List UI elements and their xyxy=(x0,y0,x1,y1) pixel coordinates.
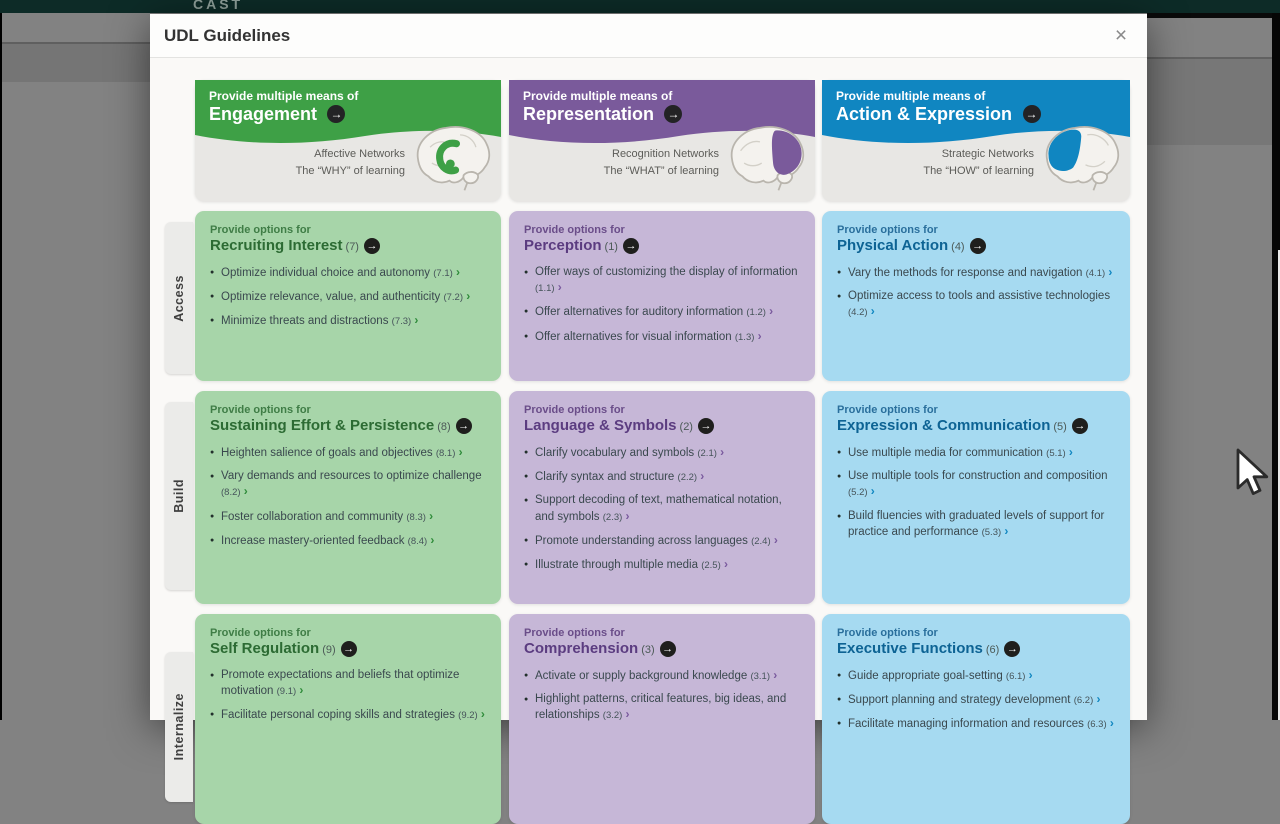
card-title[interactable]: Recruiting Interest xyxy=(210,237,343,254)
guideline-item[interactable]: ● Promote understanding across languages (2.4) › xyxy=(524,533,800,549)
guideline-number: (8) xyxy=(437,421,451,433)
chevron-right-icon: › xyxy=(1028,668,1033,682)
affective-brain-icon xyxy=(409,120,497,192)
backdrop-band-right xyxy=(1147,59,1280,145)
row-tab-internalize[interactable]: Internalize xyxy=(165,652,193,802)
bullet-icon: ● xyxy=(837,293,842,301)
representation-network-label: Recognition Networks The “WHAT” of learning xyxy=(603,148,719,178)
arrow-circle-icon[interactable]: → xyxy=(327,105,345,123)
card-recruiting-interest xyxy=(195,211,501,381)
guideline-number: (7) xyxy=(345,241,359,253)
guideline-item[interactable]: ● Optimize relevance, value, and authenticity (7.2) › xyxy=(210,289,486,305)
arrow-circle-icon[interactable]: → xyxy=(698,418,714,434)
chevron-right-icon: › xyxy=(1108,265,1113,279)
card-title[interactable]: Executive Functions xyxy=(837,640,983,657)
guideline-number: (4) xyxy=(951,241,965,253)
guideline-item[interactable]: ● Offer ways of customizing the display of information (1.1) › xyxy=(524,265,800,296)
strategic-brain-icon xyxy=(1038,120,1126,192)
chevron-right-icon: › xyxy=(870,484,875,499)
guideline-item[interactable]: ● Vary the methods for response and navigation (4.1) › xyxy=(837,265,1115,281)
chevron-right-icon: › xyxy=(1004,523,1009,538)
chevron-right-icon: › xyxy=(757,328,762,343)
guideline-item[interactable]: ● Illustrate through multiple media (2.5) › xyxy=(524,557,800,573)
bullet-icon: ● xyxy=(210,317,215,325)
card-sustaining-effort xyxy=(195,391,501,604)
bullet-icon: ● xyxy=(837,512,842,520)
card-kicker: Provide options for xyxy=(524,404,625,416)
chevron-right-icon: › xyxy=(723,556,728,571)
guideline-item[interactable]: ● Facilitate personal coping skills and strategies (9.2) › xyxy=(210,707,486,723)
guideline-number: (3) xyxy=(641,644,655,656)
bullet-icon: ● xyxy=(524,536,529,544)
card-title[interactable]: Perception xyxy=(524,237,602,254)
bullet-icon: ● xyxy=(210,536,215,544)
engagement-kicker: Provide multiple means of xyxy=(209,89,359,103)
arrow-circle-icon[interactable]: → xyxy=(364,238,380,254)
guideline-item[interactable]: ● Clarify vocabulary and symbols (2.1) › xyxy=(524,445,800,461)
guideline-item[interactable]: ● Heighten salience of goals and objectives (8.1) › xyxy=(210,445,486,461)
arrow-circle-icon[interactable]: → xyxy=(1004,641,1020,657)
chevron-right-icon: › xyxy=(466,289,471,304)
representation-kicker: Provide multiple means of xyxy=(523,89,673,103)
bullet-icon: ● xyxy=(524,497,529,505)
bullet-icon: ● xyxy=(210,711,215,719)
bullet-icon: ● xyxy=(837,720,842,728)
card-expression-communication xyxy=(822,391,1130,604)
arrow-circle-icon[interactable]: → xyxy=(456,418,472,434)
guideline-number: (1) xyxy=(604,241,618,253)
guideline-item[interactable]: ● Activate or supply background knowledge (3.1) › xyxy=(524,668,800,684)
close-icon[interactable]: × xyxy=(1114,24,1128,47)
guideline-item[interactable]: ● Promote expectations and beliefs that optimize motivation (9.1) › xyxy=(210,668,486,699)
guideline-item[interactable]: ● Build fluencies with graduated levels of support for practice and performance (5.3) › xyxy=(837,509,1115,540)
bullet-icon: ● xyxy=(524,308,529,316)
chevron-right-icon: › xyxy=(773,668,778,682)
chevron-right-icon: › xyxy=(429,508,434,523)
action-expression-header-card[interactable] xyxy=(822,80,1130,201)
arrow-circle-icon[interactable]: → xyxy=(664,105,682,123)
card-kicker: Provide options for xyxy=(524,627,625,639)
bullet-icon: ● xyxy=(210,473,215,481)
guideline-number: (2) xyxy=(679,421,693,433)
arrow-circle-icon[interactable]: → xyxy=(660,641,676,657)
arrow-circle-icon[interactable]: → xyxy=(623,238,639,254)
chevron-right-icon: › xyxy=(720,445,725,459)
guideline-item[interactable]: ● Clarify syntax and structure (2.2) › xyxy=(524,469,800,485)
chevron-right-icon: › xyxy=(480,707,485,722)
card-kicker: Provide options for xyxy=(837,224,938,236)
bullet-icon: ● xyxy=(837,473,842,481)
bullet-icon: ● xyxy=(524,560,529,568)
chevron-right-icon: › xyxy=(557,280,562,295)
page-header-bar xyxy=(0,0,1280,13)
card-physical-action xyxy=(822,211,1130,381)
chevron-right-icon: › xyxy=(299,683,304,698)
chevron-right-icon: › xyxy=(773,532,778,547)
guideline-item[interactable]: ● Facilitate managing information and resources (6.3) › xyxy=(837,716,1115,732)
chevron-right-icon: › xyxy=(870,304,875,319)
guideline-item[interactable]: ● Highlight patterns, critical features, big ideas, and relationships (3.2) › xyxy=(524,692,800,723)
guideline-number: (9) xyxy=(322,644,336,656)
engagement-title: Engagement xyxy=(209,104,318,124)
guideline-item[interactable]: ● Offer alternatives for visual information (1.3) › xyxy=(524,329,800,345)
bullet-icon: ● xyxy=(524,332,529,340)
action-expression-title: Action & Expression xyxy=(836,104,1013,124)
chevron-right-icon: › xyxy=(625,508,630,523)
card-self-regulation xyxy=(195,614,501,824)
modal-header xyxy=(150,14,1147,58)
guideline-number: (6) xyxy=(985,644,1000,656)
representation-title: Representation xyxy=(523,104,655,124)
guideline-item[interactable]: ● Foster collaboration and community (8.3) › xyxy=(210,509,486,525)
mouse-cursor xyxy=(1236,450,1276,498)
bullet-icon: ● xyxy=(210,269,215,276)
guideline-item[interactable]: ● Support planning and strategy development (6.2) › xyxy=(837,692,1115,708)
bullet-icon: ● xyxy=(210,449,215,456)
chevron-right-icon: › xyxy=(625,707,630,722)
guideline-item[interactable]: ● Guide appropriate goal-setting (6.1) › xyxy=(837,668,1115,684)
guideline-number: (5) xyxy=(1053,421,1067,433)
cast-logo: CAST xyxy=(193,0,244,12)
card-comprehension xyxy=(509,614,815,824)
representation-header-card[interactable] xyxy=(509,80,815,201)
bullet-icon: ● xyxy=(524,696,529,704)
modal-title: UDL Guidelines xyxy=(164,26,291,45)
chevron-right-icon: › xyxy=(414,313,419,328)
bullet-icon: ● xyxy=(837,449,842,456)
card-language-symbols xyxy=(509,391,815,604)
chevron-right-icon: › xyxy=(243,484,248,499)
card-perception xyxy=(509,211,815,381)
chevron-right-icon: › xyxy=(769,304,774,319)
card-title[interactable]: Self Regulation xyxy=(210,640,320,657)
bullet-icon: ● xyxy=(837,696,842,704)
bullet-icon: ● xyxy=(210,293,215,301)
guideline-item[interactable]: ● Use multiple media for communication (5.1) › xyxy=(837,445,1115,461)
engagement-header-card[interactable] xyxy=(195,80,501,201)
card-title[interactable]: Physical Action xyxy=(837,237,949,254)
card-title[interactable]: Comprehension xyxy=(524,640,639,657)
engagement-network-label: Affective Networks The “WHY” of learning xyxy=(295,148,405,178)
bullet-icon: ● xyxy=(524,269,529,276)
bullet-icon: ● xyxy=(210,672,215,679)
chevron-right-icon: › xyxy=(1068,445,1073,459)
chevron-right-icon: › xyxy=(1109,716,1114,731)
action-expression-network-label: Strategic Networks The “HOW” of learning xyxy=(923,148,1034,178)
video-edge-left xyxy=(0,0,2,720)
card-title[interactable]: Expression & Communication xyxy=(837,417,1051,434)
backdrop-band-left xyxy=(0,44,150,82)
bullet-icon: ● xyxy=(524,449,529,456)
card-executive-functions xyxy=(822,614,1130,824)
bullet-icon: ● xyxy=(524,672,529,679)
guideline-item[interactable]: ● Offer alternatives for auditory information (1.2) › xyxy=(524,304,800,320)
chevron-right-icon: › xyxy=(458,445,463,459)
recognition-brain-icon xyxy=(723,120,811,192)
arrow-circle-icon[interactable]: → xyxy=(341,641,357,657)
arrow-circle-icon[interactable]: → xyxy=(1072,418,1088,434)
guideline-item[interactable]: ● Minimize threats and distractions (7.3) › xyxy=(210,313,486,329)
guideline-item[interactable]: ● Support decoding of text, mathematical notation, and symbols (2.3) › xyxy=(524,493,800,524)
arrow-circle-icon[interactable]: → xyxy=(1023,105,1041,123)
arrow-circle-icon[interactable]: → xyxy=(970,238,986,254)
guideline-item[interactable]: ● Increase mastery-oriented feedback (8.4) › xyxy=(210,533,486,549)
guideline-item[interactable]: ● Vary demands and resources to optimize challenge (8.2) › xyxy=(210,469,486,500)
card-kicker: Provide options for xyxy=(524,224,625,236)
action-expression-kicker: Provide multiple means of xyxy=(836,89,986,103)
card-kicker: Provide options for xyxy=(210,627,311,639)
bullet-icon: ● xyxy=(210,512,215,520)
udl-guidelines-modal xyxy=(150,14,1147,761)
card-kicker: Provide options for xyxy=(210,224,311,236)
guideline-item[interactable]: ● Optimize access to tools and assistive technologies (4.2) › xyxy=(837,289,1115,320)
card-title[interactable]: Sustaining Effort & Persistence xyxy=(210,417,435,434)
row-tab-access[interactable]: Access xyxy=(165,222,193,374)
card-title[interactable]: Language & Symbols xyxy=(524,417,677,434)
guideline-item[interactable]: ● Optimize individual choice and autonomy (7.1) › xyxy=(210,265,486,281)
guideline-item[interactable]: ● Use multiple tools for construction and composition (5.2) › xyxy=(837,469,1115,500)
row-tab-build[interactable]: Build xyxy=(165,402,193,590)
chevron-right-icon: › xyxy=(430,532,435,547)
card-kicker: Provide options for xyxy=(837,627,938,639)
chevron-right-icon: › xyxy=(1096,692,1101,707)
bullet-icon: ● xyxy=(837,269,842,276)
bullet-icon: ● xyxy=(837,672,842,679)
bullet-icon: ● xyxy=(524,473,529,481)
chevron-right-icon: › xyxy=(700,469,705,484)
card-kicker: Provide options for xyxy=(837,404,938,416)
card-kicker: Provide options for xyxy=(210,404,311,416)
chevron-right-icon: › xyxy=(456,265,460,279)
